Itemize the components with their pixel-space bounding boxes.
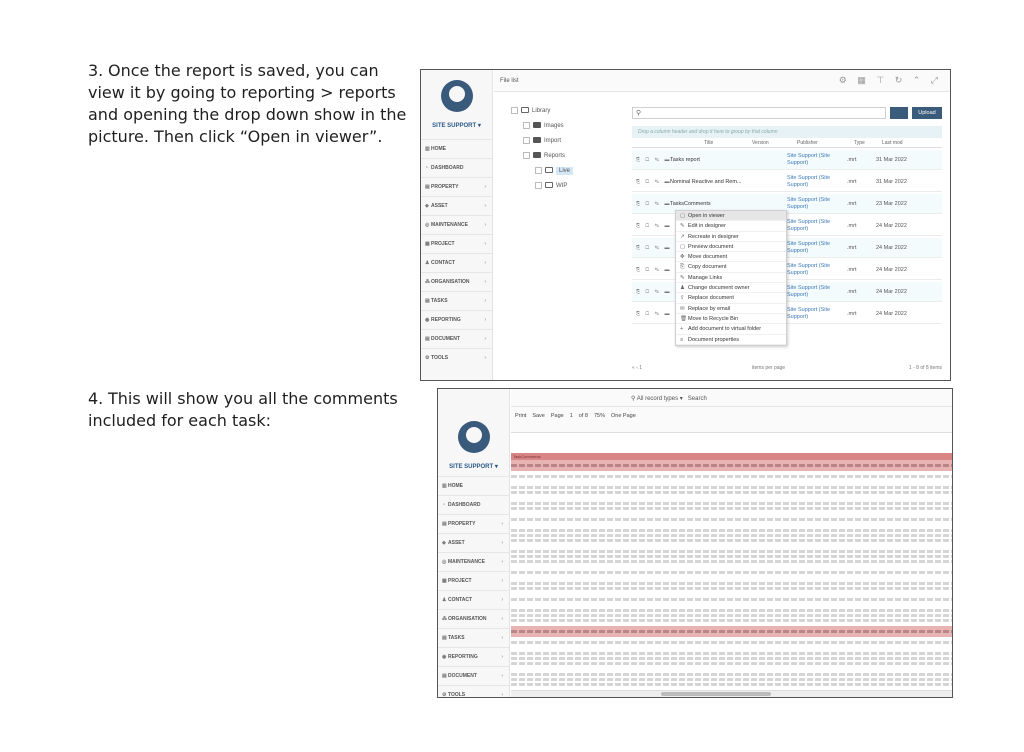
report-row (511, 648, 952, 669)
row-date: 23 Mar 2022 (876, 201, 907, 207)
menu-item[interactable] (676, 324, 786, 334)
sidebar-item-label: REPORTING (431, 317, 461, 323)
toolbar-item[interactable]: of 8 (578, 413, 588, 419)
checkbox-icon[interactable] (535, 167, 542, 174)
chevron-right-icon: › (501, 654, 503, 660)
row-date: 24 Mar 2022 (876, 223, 907, 229)
toolbar-item[interactable]: Print (515, 413, 527, 419)
sidebar-item-tools[interactable] (421, 348, 492, 367)
contact-icon: ♟ (442, 597, 447, 603)
sidebar-item-label: TOOLS (448, 692, 466, 698)
sidebar-item-reporting[interactable] (438, 647, 509, 666)
document-icon: ▤ (425, 336, 430, 342)
row-type: .mrt (847, 289, 857, 295)
chevron-right-icon: › (501, 673, 503, 679)
tree-label: Import (544, 138, 562, 144)
chevron-right-icon: › (484, 336, 486, 342)
sidebar-item-label: CONTACT (448, 597, 473, 603)
menu-item[interactable] (676, 335, 786, 345)
items-per-page: items per page (752, 365, 786, 371)
tools-icon: ⚙ (442, 692, 447, 698)
logo (454, 419, 494, 459)
sidebar-item-organisation[interactable] (438, 609, 509, 628)
sidebar-item-contact[interactable] (438, 590, 509, 609)
sidebar-item-label: HOME (431, 146, 446, 152)
report-row (511, 637, 952, 648)
row-type: .mrt (847, 245, 857, 251)
report-content (511, 453, 952, 689)
sidebar-item-label: ORGANISATION (431, 279, 470, 285)
sidebar (421, 70, 493, 380)
org-icon: ⁂ (442, 616, 447, 622)
search-input[interactable] (632, 107, 886, 119)
menu-item-label: Replace document (688, 295, 734, 302)
row-type: .mrt (847, 267, 857, 273)
sidebar-item-tasks[interactable] (438, 628, 509, 647)
menu-item[interactable] (676, 293, 786, 303)
menu-item[interactable] (676, 252, 786, 262)
location-pin-logo-icon (437, 78, 477, 118)
menu-item-icon: ✥ (680, 254, 685, 261)
chevron-right-icon: › (501, 692, 503, 698)
chevron-right-icon: › (484, 298, 486, 304)
row-type: .mrt (847, 223, 857, 229)
sidebar-item-label: DASHBOARD (431, 165, 464, 171)
folder-icon (533, 152, 541, 158)
sidebar-item-label: PROJECT (448, 578, 472, 584)
sidebar-item-asset[interactable] (438, 533, 509, 552)
org-icon: ⁂ (425, 279, 430, 285)
chevron-right-icon: › (501, 597, 503, 603)
menu-item[interactable] (676, 211, 786, 221)
tree-node[interactable] (511, 104, 631, 119)
menu-item[interactable] (676, 232, 786, 242)
upload-button[interactable]: Upload (912, 107, 942, 119)
checkbox-icon[interactable] (535, 182, 542, 189)
row-publisher[interactable]: Site Support (Site Support) (787, 263, 831, 276)
tree-label: Images (544, 123, 564, 129)
row-type: .mrt (847, 311, 857, 317)
report-row (511, 578, 952, 594)
building-icon: ▤ (442, 521, 447, 527)
reporting-icon: ◉ (442, 654, 447, 660)
menu-item-label: Change document owner (688, 285, 750, 292)
sidebar-item-label: PROJECT (431, 241, 455, 247)
tree-node[interactable] (511, 179, 631, 194)
menu-item[interactable] (676, 273, 786, 283)
chevron-right-icon: › (484, 317, 486, 323)
asset-icon: ◈ (425, 203, 429, 209)
sidebar-item-label: PROPERTY (431, 184, 459, 190)
row-type: .mrt (847, 179, 857, 185)
building-icon: ▤ (425, 184, 430, 190)
row-title[interactable]: Nominal Reactive and Rem... (670, 179, 742, 185)
report-toolbar (515, 413, 948, 419)
contact-icon: ♟ (425, 260, 430, 266)
menu-item-icon: ▢ (680, 213, 686, 219)
row-action-icons[interactable]: ⎘ ▢ ✎ ▬ (636, 201, 672, 207)
col-version[interactable]: Version (752, 140, 769, 146)
logo (437, 78, 477, 118)
menu-item-icon: 🗑 (680, 315, 687, 322)
toolbar-item[interactable]: 1 (569, 413, 573, 419)
checkbox-icon[interactable] (523, 137, 530, 144)
folder-icon (533, 137, 541, 143)
step-3-text (88, 60, 418, 148)
step-4-text (88, 388, 418, 432)
pager-nav[interactable]: « ‹ 1 (632, 365, 643, 371)
project-icon: ▦ (442, 578, 447, 584)
menu-item-label: Edit in designer (688, 223, 726, 230)
report-row (511, 525, 952, 546)
menu-item-label: Preview document (688, 243, 734, 250)
report-row (511, 514, 952, 525)
row-date: 31 Mar 2022 (876, 157, 907, 163)
chevron-right-icon: › (484, 184, 486, 190)
col-publisher[interactable]: Publisher (797, 140, 818, 146)
sidebar-item-dashboard[interactable] (438, 495, 509, 514)
tree-label: Reports (544, 153, 566, 159)
file-list-header (494, 70, 950, 92)
sidebar-item-label: MAINTENANCE (448, 559, 485, 565)
site-support-menu[interactable]: SITE SUPPORT ▾ (449, 464, 498, 470)
sidebar-item-label: CONTACT (431, 260, 456, 266)
sidebar (438, 389, 510, 697)
tasks-icon: ▤ (442, 635, 447, 641)
sidebar-item-home[interactable] (421, 139, 492, 158)
sidebar-item-label: REPORTING (448, 654, 478, 660)
sidebar-item-label: ASSET (431, 203, 448, 209)
sidebar-item-label: ORGANISATION (448, 616, 487, 622)
chart-icon: ▥ (442, 483, 447, 489)
toolbar-icons: ⚙ ▦ ⊤ ↻ ⌃ ⤢ (838, 75, 942, 85)
report-row (511, 567, 952, 578)
menu-item-icon: ✉ (680, 305, 685, 312)
sidebar-item-home[interactable] (438, 476, 509, 495)
row-action-icons[interactable]: ⎘ ▢ ✎ ▬ (636, 179, 672, 185)
reporting-icon: ◉ (425, 317, 430, 323)
report-row (511, 626, 952, 637)
row-date: 24 Mar 2022 (876, 245, 907, 251)
sidebar-item-label: DASHBOARD (448, 502, 481, 508)
chevron-right-icon: › (484, 279, 486, 285)
report-row (511, 498, 952, 514)
site-support-menu[interactable]: SITE SUPPORT ▾ (432, 123, 481, 129)
row-action-icons[interactable]: ⎘ ▢ ✎ ▬ (636, 311, 672, 317)
report-row (511, 594, 952, 605)
sidebar-item-document[interactable] (421, 329, 492, 348)
sidebar-item-label: MAINTENANCE (431, 222, 468, 228)
menu-item[interactable] (676, 283, 786, 293)
sidebar-item-label: TASKS (431, 298, 448, 304)
menu-item-icon: + (680, 326, 684, 333)
wrench-icon: ◎ (442, 559, 447, 565)
menu-item-icon: ✎ (680, 223, 685, 230)
folder-icon (533, 122, 541, 128)
sidebar-item-label: ASSET (448, 540, 465, 546)
folder-icon (545, 182, 553, 188)
menu-item[interactable] (676, 242, 786, 252)
chart-icon: ▥ (425, 146, 430, 152)
menu-item-icon: ▢ (680, 243, 686, 250)
chevron-right-icon: › (484, 355, 486, 361)
folder-icon (545, 167, 553, 173)
viewer-toolbar (511, 389, 952, 433)
chevron-right-icon: › (501, 616, 503, 622)
row-action-icons[interactable]: ⎘ ▢ ✎ ▬ (636, 223, 672, 229)
menu-item-label: Replace by email (688, 305, 731, 312)
row-action-icons[interactable]: ⎘ ▢ ✎ ▬ (636, 157, 672, 163)
row-type: .mrt (847, 201, 857, 207)
chevron-right-icon: › (501, 578, 503, 584)
menu-item-label: Manage Links (688, 274, 723, 281)
tree-label: WIP (556, 183, 568, 189)
row-publisher[interactable]: Site Support (Site Support) (787, 175, 831, 188)
document-icon: ▤ (442, 673, 447, 679)
report-viewer-screenshot (437, 388, 953, 698)
wrench-icon: ◎ (425, 222, 430, 228)
project-icon: ▦ (425, 241, 430, 247)
report-row (511, 471, 952, 482)
step-number: 4. (88, 389, 104, 408)
step-number: 3. (88, 61, 104, 80)
row-type: .mrt (847, 157, 857, 163)
row-date: 31 Mar 2022 (876, 179, 907, 185)
toolbar-item[interactable]: One Page (610, 413, 636, 419)
report-row (511, 546, 952, 567)
sidebar-item-label: HOME (448, 483, 463, 489)
sidebar-item-dashboard[interactable] (421, 158, 492, 177)
sidebar-item-property[interactable] (438, 514, 509, 533)
pager (632, 362, 942, 374)
file-list-screenshot (420, 69, 951, 381)
checkbox-icon[interactable] (523, 152, 530, 159)
asset-icon: ◈ (442, 540, 446, 546)
report-section-header: TaskComments (511, 453, 952, 460)
search-icon: ⚲ (636, 110, 642, 117)
search-area[interactable]: ⚲ All record types ▾ Search (631, 396, 707, 402)
menu-item-label: Move document (688, 254, 728, 261)
global-search-bar (511, 389, 952, 407)
col-modified[interactable]: Last mod (882, 140, 903, 146)
sidebar-item-project[interactable] (438, 571, 509, 590)
menu-item[interactable] (676, 262, 786, 272)
tree-node[interactable] (511, 119, 631, 134)
chevron-right-icon: › (484, 222, 486, 228)
location-pin-logo-icon (454, 419, 494, 459)
menu-item-icon: ⇪ (680, 295, 685, 302)
row-publisher[interactable]: Site Support (Site Support) (787, 219, 831, 232)
report-row (511, 460, 952, 471)
sidebar-item-maintenance[interactable] (438, 552, 509, 571)
menu-item-label: Move to Recycle Bin (688, 315, 739, 322)
col-title[interactable]: Title (704, 140, 714, 146)
row-publisher[interactable]: Site Support (Site Support) (787, 153, 831, 166)
sidebar-item-organisation[interactable] (421, 272, 492, 291)
tree-node[interactable] (511, 164, 631, 179)
menu-item[interactable] (676, 221, 786, 231)
sidebar-item-label: PROPERTY (448, 521, 476, 527)
row-publisher[interactable]: Site Support (Site Support) (787, 241, 831, 254)
menu-item[interactable] (676, 314, 786, 324)
sidebar-item-label: TASKS (448, 635, 465, 641)
chevron-right-icon: › (501, 559, 503, 565)
pager-range: 1 - 8 of 8 items (908, 365, 942, 371)
row-date: 24 Mar 2022 (876, 267, 907, 273)
sidebar-item-label: TOOLS (431, 355, 449, 361)
sidebar-item-project[interactable] (421, 234, 492, 253)
chevron-right-icon: › (484, 260, 486, 266)
sidebar-item-maintenance[interactable] (421, 215, 492, 234)
dashboard-icon: ◔ (442, 502, 446, 508)
menu-item-icon: ⎘ (680, 264, 685, 271)
sidebar-item-tools[interactable] (438, 685, 509, 698)
horizontal-scrollbar[interactable] (511, 690, 952, 697)
toolbar-item[interactable]: 75% (593, 413, 605, 419)
row-date: 24 Mar 2022 (876, 289, 907, 295)
tree-label: Library (532, 108, 551, 114)
chevron-right-icon: › (501, 635, 503, 641)
checkbox-icon[interactable] (523, 122, 530, 129)
sidebar-item-reporting[interactable] (421, 310, 492, 329)
group-drop-zone[interactable]: Drop a column header and drop it here to group by that column (632, 126, 942, 138)
step-body: This will show you all the comments included for each task: (88, 389, 398, 430)
dashboard-icon: ◔ (425, 165, 429, 171)
col-type[interactable]: Type (854, 140, 865, 146)
menu-item-icon: ≡ (680, 336, 684, 343)
row-action-icons[interactable]: ⎘ ▢ ✎ ▬ (636, 245, 672, 251)
page-title: File list (500, 78, 519, 84)
table-row[interactable] (632, 150, 942, 170)
grid-header (632, 138, 942, 148)
menu-item-label: Open in viewer (688, 213, 725, 219)
menu-item-label: Add document to virtual folder (688, 326, 762, 333)
sidebar-item-property[interactable] (421, 177, 492, 196)
row-date: 24 Mar 2022 (876, 311, 907, 317)
report-row (511, 669, 952, 690)
row-title[interactable]: Tasks report (670, 157, 700, 163)
chevron-right-icon: › (484, 241, 486, 247)
tree-node[interactable] (511, 149, 631, 164)
row-publisher[interactable]: Site Support (Site Support) (787, 285, 831, 298)
context-menu (675, 210, 787, 346)
menu-item-icon: ♟ (680, 285, 685, 292)
report-row (511, 605, 952, 626)
sidebar-item-tasks[interactable] (421, 291, 492, 310)
menu-item-label: Recreate in designer (688, 233, 739, 240)
menu-item-icon: ✎ (680, 274, 685, 281)
menu-item[interactable] (676, 304, 786, 314)
step-body: Once the report is saved, you can view it by going to reporting > reports and opening the drop down show in the picture. Then click “Open in viewer”. (88, 61, 407, 146)
row-publisher[interactable]: Site Support (Site Support) (787, 197, 831, 210)
menu-item-label: Copy document (688, 264, 727, 271)
toolbar-item[interactable]: Page (550, 413, 564, 419)
sidebar-item-document[interactable] (438, 666, 509, 685)
row-action-icons[interactable]: ⎘ ▢ ✎ ▬ (636, 267, 672, 273)
menu-item-icon: ↗ (680, 233, 685, 240)
row-title[interactable]: TasksComments (670, 201, 711, 207)
sidebar-item-label: DOCUMENT (448, 673, 477, 679)
sidebar-item-contact[interactable] (421, 253, 492, 272)
new-folder-button[interactable] (890, 107, 908, 119)
toolbar-item[interactable]: Save (532, 413, 545, 419)
row-action-icons[interactable]: ⎘ ▢ ✎ ▬ (636, 289, 672, 295)
folder-icon (521, 107, 529, 113)
tree-label: Live (556, 167, 573, 175)
tree-node[interactable] (511, 134, 631, 149)
report-row (511, 482, 952, 498)
chevron-right-icon: › (484, 203, 486, 209)
row-publisher[interactable]: Site Support (Site Support) (787, 307, 831, 320)
table-row[interactable] (632, 172, 942, 192)
chevron-right-icon: › (501, 521, 503, 527)
sidebar-item-asset[interactable] (421, 196, 492, 215)
folder-tree (511, 104, 631, 194)
menu-item-label: Document properties (688, 336, 740, 343)
chevron-right-icon: › (501, 540, 503, 546)
sidebar-item-label: DOCUMENT (431, 336, 460, 342)
tools-icon: ⚙ (425, 355, 430, 361)
checkbox-icon[interactable] (511, 107, 518, 114)
tasks-icon: ▤ (425, 298, 430, 304)
